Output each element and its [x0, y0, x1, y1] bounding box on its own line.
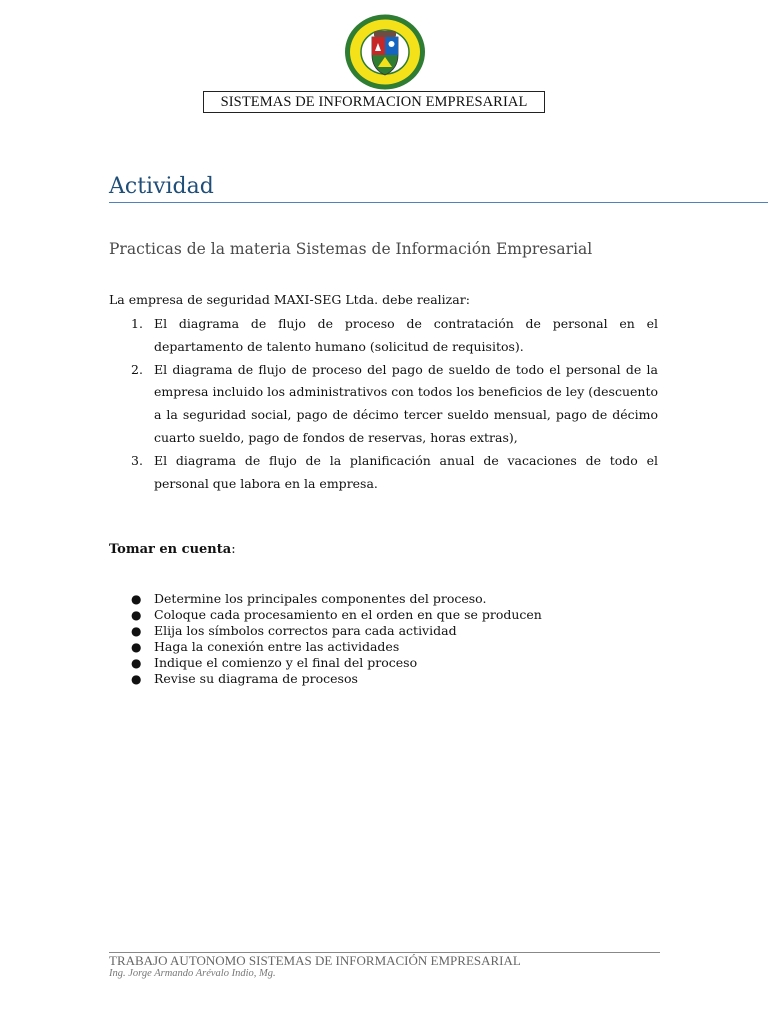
note-label — [109, 542, 236, 557]
course-title-box: SISTEMAS DE INFORMACION EMPRESARIAL — [203, 91, 545, 113]
list-item — [109, 639, 649, 655]
university-seal-icon — [344, 13, 426, 91]
list-item — [109, 591, 649, 607]
list-item — [109, 607, 649, 623]
list-item — [109, 359, 658, 450]
list-item-text: El diagrama de flujo de la planificación anual de vacaciones de todo el personal que labora en la empresa. — [154, 452, 658, 491]
bullet-list — [109, 591, 649, 688]
list-number: 1. — [131, 316, 143, 331]
footer-title: TRABAJO AUTONOMO SISTEMAS DE INFORMACIÓN EMPRESARIAL — [109, 953, 521, 968]
list-item-text: Haga la conexión entre las actividades — [154, 639, 400, 655]
bullet-icon: ● — [131, 624, 142, 639]
list-item-text: El diagrama de flujo de proceso de contratación de personal en el departamento de talento humano (solicitud de requisitos). — [154, 316, 658, 354]
list-item — [109, 623, 649, 639]
note-label-bold: Tomar en cuenta — [109, 542, 232, 557]
bullet-icon: ● — [131, 592, 142, 606]
list-item — [109, 313, 658, 359]
title-divider — [109, 202, 768, 203]
bullet-icon: ● — [131, 640, 142, 655]
list-item — [109, 450, 658, 496]
list-item-text: El diagrama de flujo de proceso del pago de sueldo de todo el personal de la empresa incluido los administrativos con todos los beneficios de ley (descuento a la seguridad social, pago de décimo tercer sueldo mensual, pago de décimo cuarto sueldo, pago de fondos de reservas, horas extras), — [154, 361, 658, 445]
note-label-colon: : — [231, 542, 236, 557]
footer-author: Ing. Jorge Armando Arévalo Indio, Mg. — [109, 968, 276, 979]
list-number: 2. — [131, 361, 143, 377]
list-item-text: Coloque cada procesamiento en el orden en que se producen — [154, 607, 542, 623]
task-list — [109, 313, 658, 495]
list-item-text: Determine los principales componentes del proceso. — [154, 591, 487, 606]
bullet-icon: ● — [131, 672, 142, 687]
list-item-text: Elija los símbolos correctos para cada actividad — [154, 623, 457, 639]
list-item-text: Revise su diagrama de procesos — [154, 671, 358, 687]
subtitle: Practicas de la materia Sistemas de Información Empresarial — [109, 240, 593, 258]
section-title: Actividad — [109, 174, 214, 199]
list-item — [109, 655, 649, 671]
bullet-icon: ● — [131, 656, 142, 671]
bullet-icon: ● — [131, 608, 142, 623]
list-number: 3. — [131, 452, 143, 468]
intro-text: La empresa de seguridad MAXI-SEG Ltda. debe realizar: — [109, 292, 470, 307]
list-item — [109, 671, 649, 687]
list-item-text: Indique el comienzo y el final del proceso — [154, 655, 418, 671]
